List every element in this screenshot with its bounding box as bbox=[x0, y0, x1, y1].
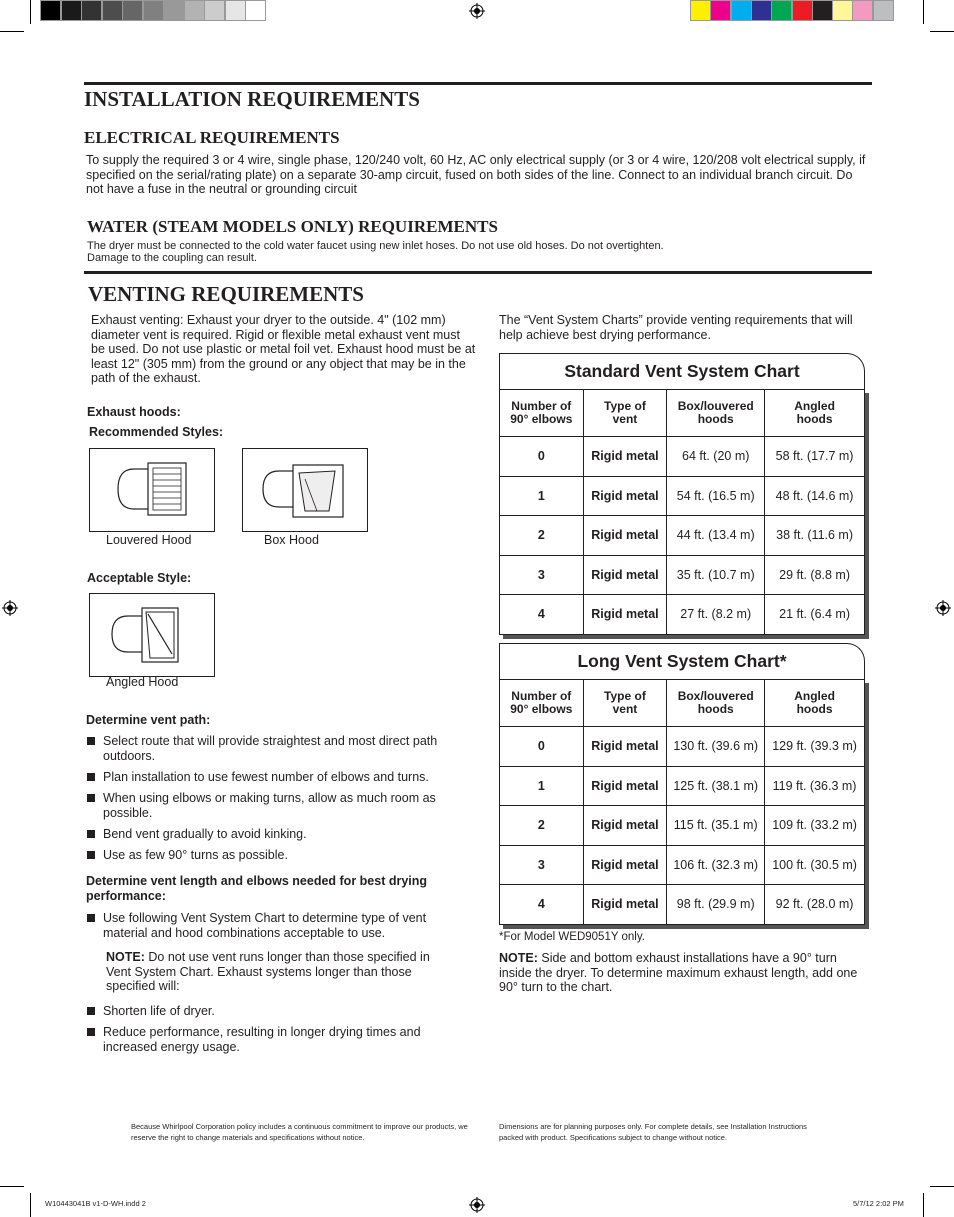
table-cell: 115 ft. (35.1 m) bbox=[667, 806, 765, 846]
table-cell: Rigid metal bbox=[583, 806, 667, 846]
side-exhaust-note bbox=[499, 951, 864, 995]
chart-title: Standard Vent System Chart bbox=[499, 353, 865, 389]
color-swatch bbox=[245, 0, 266, 21]
table-cell: 4 bbox=[500, 595, 584, 635]
table-row bbox=[500, 555, 865, 595]
table-cell: 129 ft. (39.3 m) bbox=[765, 727, 865, 767]
color-swatch bbox=[163, 0, 184, 21]
crop-mark bbox=[0, 1186, 24, 1187]
table-cell: 3 bbox=[500, 845, 584, 885]
table-cell: 106 ft. (32.3 m) bbox=[667, 845, 765, 885]
table-row bbox=[500, 885, 865, 925]
table-cell: Rigid metal bbox=[583, 766, 667, 806]
table-cell: 125 ft. (38.1 m) bbox=[667, 766, 765, 806]
table-cell: 35 ft. (10.7 m) bbox=[667, 555, 765, 595]
vent-path-list bbox=[85, 734, 455, 869]
angled-hood-caption: Angled Hood bbox=[106, 675, 179, 689]
list-item: Use following Vent System Chart to determine type of vent material and hood combinations acceptable to use. bbox=[85, 911, 455, 941]
box-hood-icon bbox=[243, 449, 367, 531]
louvered-hood-image bbox=[89, 448, 215, 532]
venting-intro: Exhaust venting: Exhaust your dryer to the outside. 4" (102 mm) diameter vent is required. Rigid or flexible metal exhaust vent must be used. Do not use plastic or metal foil vet. Exhaust hood must be at least 12" (305 mm) from the ground or any object that may be in the path of the exhaust. bbox=[91, 313, 476, 385]
list-item: Select route that will provide straightest and most direct path outdoors. bbox=[85, 734, 455, 764]
table-row bbox=[500, 727, 865, 767]
louvered-hood-icon bbox=[90, 449, 214, 531]
table-cell: Rigid metal bbox=[583, 476, 667, 516]
crop-mark bbox=[930, 31, 954, 32]
list-item: Plan installation to use fewest number of elbows and turns. bbox=[85, 770, 455, 785]
table-cell: 2 bbox=[500, 516, 584, 556]
table-cell: 64 ft. (20 m) bbox=[667, 437, 765, 477]
list-item: Reduce performance, resulting in longer drying times and increased energy usage. bbox=[85, 1025, 435, 1055]
chart-footnote: *For Model WED9051Y only. bbox=[499, 931, 645, 943]
table-cell: 2 bbox=[500, 806, 584, 846]
acceptable-style-label: Acceptable Style: bbox=[87, 571, 192, 585]
table-cell: 1 bbox=[500, 766, 584, 806]
exhaust-hoods-label: Exhaust hoods: bbox=[87, 405, 181, 419]
table-cell: 130 ft. (39.6 m) bbox=[667, 727, 765, 767]
table-cell: Rigid metal bbox=[583, 516, 667, 556]
table-row bbox=[500, 595, 865, 635]
table-cell: Rigid metal bbox=[583, 845, 667, 885]
crop-mark bbox=[923, 1193, 924, 1217]
table-cell: Rigid metal bbox=[583, 885, 667, 925]
vent-path-heading: Determine vent path: bbox=[86, 713, 211, 727]
registration-mark-icon bbox=[469, 1197, 485, 1213]
note-label: NOTE: bbox=[499, 951, 538, 965]
table-row bbox=[500, 845, 865, 885]
electrical-heading: ELECTRICAL REQUIREMENTS bbox=[84, 128, 340, 147]
registration-mark-icon bbox=[469, 3, 485, 19]
table-cell: 4 bbox=[500, 885, 584, 925]
box-hood-caption: Box Hood bbox=[264, 533, 319, 547]
note-text: Side and bottom exhaust installations have a 90° turn inside the dryer. To determine maximum exhaust length, add one 90° turn to the chart. bbox=[499, 951, 858, 994]
column-header: Angled hoods bbox=[765, 390, 865, 437]
color-swatch bbox=[122, 0, 143, 21]
table-cell: 1 bbox=[500, 476, 584, 516]
crop-mark bbox=[930, 1186, 954, 1187]
table-cell: 92 ft. (28.0 m) bbox=[765, 885, 865, 925]
table-cell: Rigid metal bbox=[583, 727, 667, 767]
table-row bbox=[500, 766, 865, 806]
table-row bbox=[500, 476, 865, 516]
table-cell: 58 ft. (17.7 m) bbox=[765, 437, 865, 477]
table-cell: 29 ft. (8.8 m) bbox=[765, 555, 865, 595]
column-header: Angled hoods bbox=[765, 680, 865, 727]
list-item: Bend vent gradually to avoid kinking. bbox=[85, 827, 455, 842]
page-title: INSTALLATION REQUIREMENTS bbox=[84, 87, 420, 111]
table-cell: 27 ft. (8.2 m) bbox=[667, 595, 765, 635]
table-cell: Rigid metal bbox=[583, 555, 667, 595]
crop-mark bbox=[0, 31, 24, 32]
footer-disclaimer-right: Dimensions are for planning purposes only. For complete details, see Installation Instructions packed with product. Specifications subject to change without notice. bbox=[499, 1122, 807, 1142]
section-rule bbox=[84, 82, 872, 85]
color-swatch bbox=[751, 0, 772, 21]
color-swatch bbox=[710, 0, 731, 21]
table-cell: 3 bbox=[500, 555, 584, 595]
table-cell: 21 ft. (6.4 m) bbox=[765, 595, 865, 635]
color-swatch bbox=[81, 0, 102, 21]
box-hood-image bbox=[242, 448, 368, 532]
table-cell: 98 ft. (29.9 m) bbox=[667, 885, 765, 925]
list-item: When using elbows or making turns, allow as much room as possible. bbox=[85, 791, 455, 821]
color-swatch bbox=[832, 0, 853, 21]
color-swatch bbox=[204, 0, 225, 21]
water-heading: WATER (STEAM MODELS ONLY) REQUIREMENTS bbox=[87, 217, 498, 236]
color-swatch bbox=[812, 0, 833, 21]
angled-hood-icon bbox=[90, 594, 214, 676]
table-cell: 100 ft. (30.5 m) bbox=[765, 845, 865, 885]
chart-title: Long Vent System Chart* bbox=[499, 643, 865, 679]
electrical-text: To supply the required 3 or 4 wire, single phase, 120/240 volt, 60 Hz, AC only electrical supply (or 3 or 4 wire, 120/208 volt electrical supply, if specified on the serial/rating plate) on a separate 30-amp circuit, fused on both sides of the line. Connect to an individual branch circuit. Do not have a fuse in the neutral or grounding circuit bbox=[86, 153, 866, 196]
louvered-hood-caption: Louvered Hood bbox=[106, 533, 192, 547]
charts-intro: The “Vent System Charts” provide venting requirements that will help achieve best drying performance. bbox=[499, 313, 853, 342]
column-header: Number of 90° elbows bbox=[500, 390, 584, 437]
crop-mark bbox=[30, 1193, 31, 1217]
color-swatch bbox=[771, 0, 792, 21]
color-swatch bbox=[61, 0, 82, 21]
color-swatch bbox=[40, 0, 61, 21]
column-header: Type of vent bbox=[583, 680, 667, 727]
registration-mark-icon bbox=[935, 600, 951, 616]
registration-mark-icon bbox=[2, 600, 18, 616]
section-rule bbox=[84, 271, 872, 274]
table-cell: 0 bbox=[500, 437, 584, 477]
crop-mark bbox=[923, 0, 924, 24]
footer-disclaimer-left: Because Whirlpool Corporation policy includes a continuous commitment to improve our products, we reserve the right to change materials and specifications without notice. bbox=[131, 1122, 468, 1142]
venting-heading: VENTING REQUIREMENTS bbox=[88, 282, 364, 306]
list-item: Use as few 90° turns as possible. bbox=[85, 848, 455, 863]
crop-mark bbox=[30, 0, 31, 24]
table-cell: Rigid metal bbox=[583, 595, 667, 635]
color-swatch bbox=[184, 0, 205, 21]
water-text-line2: Damage to the coupling can result. bbox=[87, 252, 257, 264]
consequences-list bbox=[85, 1004, 435, 1061]
table-row bbox=[500, 437, 865, 477]
water-text-line1: The dryer must be connected to the cold water faucet using new inlet hoses. Do not use old hoses. Do not overtighten. bbox=[87, 240, 664, 252]
column-header: Type of vent bbox=[583, 390, 667, 437]
vent-table bbox=[499, 679, 865, 925]
table-cell: 0 bbox=[500, 727, 584, 767]
color-swatch bbox=[731, 0, 752, 21]
color-swatch bbox=[102, 0, 123, 21]
table-cell: 48 ft. (14.6 m) bbox=[765, 476, 865, 516]
vent-length-note bbox=[106, 950, 456, 994]
vent-table bbox=[499, 389, 865, 635]
color-swatch bbox=[852, 0, 873, 21]
column-header: Number of 90° elbows bbox=[500, 680, 584, 727]
color-swatch bbox=[225, 0, 246, 21]
table-cell: 54 ft. (16.5 m) bbox=[667, 476, 765, 516]
table-cell: 38 ft. (11.6 m) bbox=[765, 516, 865, 556]
file-slug: W10443041B v1-D-WH.indd 2 bbox=[45, 1199, 146, 1208]
table-cell: 109 ft. (33.2 m) bbox=[765, 806, 865, 846]
table-row bbox=[500, 516, 865, 556]
column-header: Box/louvered hoods bbox=[667, 680, 765, 727]
table-cell: 44 ft. (13.4 m) bbox=[667, 516, 765, 556]
table-cell: Rigid metal bbox=[583, 437, 667, 477]
list-item: Shorten life of dryer. bbox=[85, 1004, 435, 1019]
color-swatch bbox=[690, 0, 711, 21]
vent-length-heading: Determine vent length and elbows needed for best drying performance: bbox=[86, 874, 428, 903]
vent-length-list bbox=[85, 911, 455, 947]
recommended-styles-label: Recommended Styles: bbox=[89, 425, 224, 439]
color-swatch bbox=[873, 0, 894, 21]
color-swatch bbox=[143, 0, 164, 21]
note-text: Do not use vent runs longer than those specified in Vent System Chart. Exhaust systems longer than those specified will: bbox=[106, 950, 430, 993]
table-row bbox=[500, 806, 865, 846]
date-slug: 5/7/12 2:02 PM bbox=[853, 1199, 904, 1208]
note-label: NOTE: bbox=[106, 950, 145, 964]
column-header: Box/louvered hoods bbox=[667, 390, 765, 437]
angled-hood-image bbox=[89, 593, 215, 677]
table-cell: 119 ft. (36.3 m) bbox=[765, 766, 865, 806]
color-swatch bbox=[792, 0, 813, 21]
